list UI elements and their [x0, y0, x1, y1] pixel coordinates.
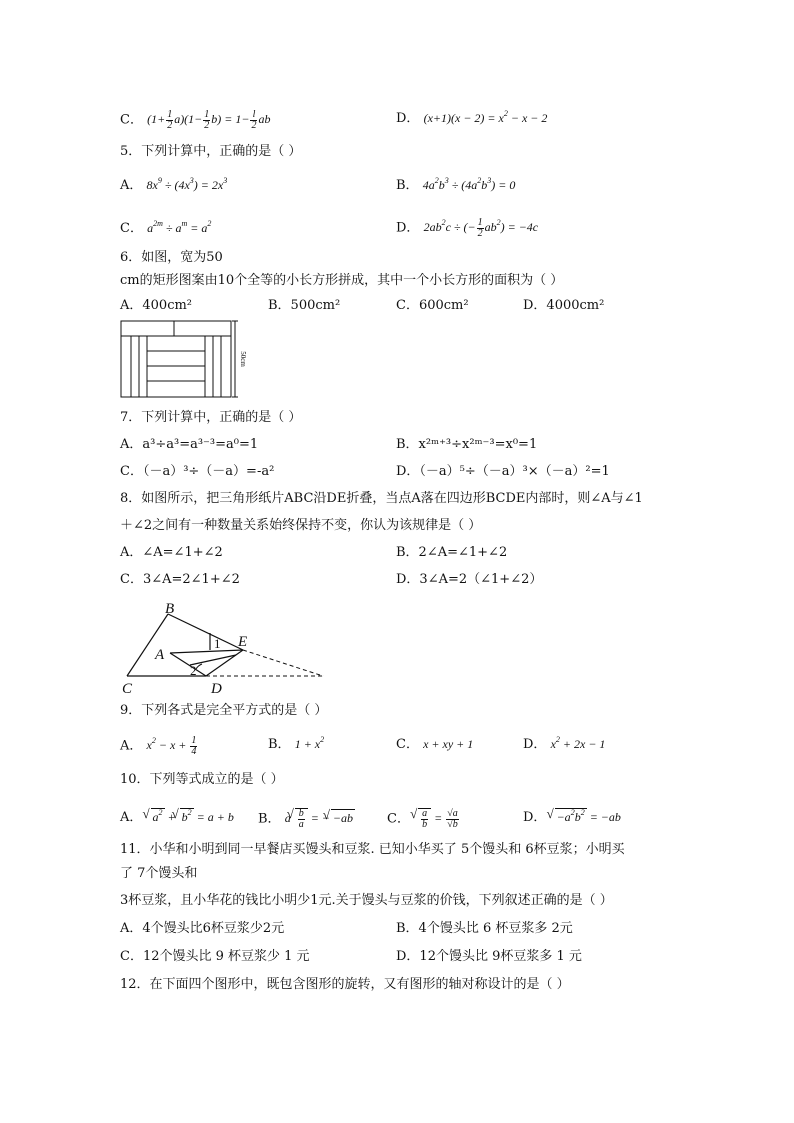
q10-option-b: B． a √ $\frac{b}{a}$ = −√ −ab [258, 808, 355, 830]
q6-option-a: A．400cm² [120, 298, 193, 313]
q5-question: 5．下列计算中，正确的是（ ） [120, 144, 302, 159]
option-label: D． [396, 111, 420, 126]
q6-question-line2: cm的矩形图案由10个全等的小长方形拼成，其中一个小长方形的面积为（ ） [120, 273, 564, 288]
q6-question-line1: 6．如图，宽为50 [120, 250, 223, 265]
q11-question-line2: 了 7个馒头和 [120, 866, 198, 881]
label-b: B [165, 601, 175, 617]
q8-question-line1: 8．如图所示，把三角形纸片ABC沿DE折叠，当点A落在四边形BCDE内部时，则∠A与∠1 [120, 491, 643, 506]
q9-d-formula: $x^2 + 2x - 1$ [550, 735, 606, 751]
q5-option-c: C． $a^{2m} \div a^m = a^2$ [120, 219, 212, 236]
q10-option-c: C． √ $\frac{a}{b}$ = $\frac{√a}{√b}$ [387, 808, 460, 830]
q4-option-c [120, 110, 270, 131]
q11-option-a: A．4个馒头比6杯豆浆少2元 [120, 921, 285, 936]
q4-d-formula: $(x+1)(x - 2) = x^2 - x - 2$ [423, 109, 548, 125]
dashed-ae [243, 650, 323, 676]
q8-option-d: D．3∠A=2（∠1+∠2） [396, 572, 543, 587]
q10-c-formula: √ $\frac{a}{b}$ = $\frac{√a}{√b}$ [414, 811, 460, 825]
label-d: D [211, 681, 222, 697]
fold-ae [170, 650, 243, 653]
q8-option-a: A．∠A=∠1+∠2 [120, 545, 223, 560]
label-angle-2: 2 [190, 663, 197, 678]
q10-a-formula: √ $a^2$ + √ $b^2 = a + b$ [147, 810, 234, 824]
q7-option-d: D．（－a）⁵÷（－a）³×（－a）²=1 [396, 464, 610, 479]
option-label: C． [120, 112, 143, 128]
q9-option-a: A． $x^2 - x$ + $\frac{1}{4}$ [120, 735, 197, 757]
q10-question: 10．下列等式成立的是（ ） [120, 772, 284, 787]
width-label: 50cm [239, 351, 247, 367]
q8-question-line2: ＋∠2之间有一种数量关系始终保持不变，你认为该规律是（ ） [120, 518, 482, 533]
q7-question: 7．下列计算中，正确的是（ ） [120, 410, 302, 425]
q5-option-b: B． $4a^2b^3 \div (4a^2b^3) = 0$ [396, 176, 516, 193]
q9-c-formula: x + xy + 1 [423, 737, 474, 751]
q10-b-formula: a √ $\frac{b}{a}$ = −√ −ab [285, 811, 355, 825]
q10-option-d: D． √ $-a^2b^2 = -ab$ [523, 808, 621, 826]
q12-question: 12．在下面四个图形中，既包含图形的旋转，又有图形的轴对称设计的是（ ） [120, 977, 570, 992]
q5-a-formula: $8x^9 \div (4x^3) = 2x^3$ [146, 176, 228, 192]
q5-b-formula: $4a^2b^3 \div (4a^2b^3) = 0$ [422, 176, 516, 192]
q4-c-formula: (1+ $\frac{1}{2}$ a)(1− $\frac{1}{2}$ b) = 1− $\frac{l}{2}$ ab [147, 109, 271, 131]
q9-option-c: C． x + xy + 1 [396, 737, 474, 752]
q8-triangle-figure [118, 598, 328, 696]
q9-b-formula: $1 + x^2$ [294, 735, 325, 751]
q4-option-d [396, 110, 547, 127]
q9-a-formula: $x^2 - x$ + $\frac{1}{4}$ [146, 735, 197, 757]
q6-option-b: B．500cm² [268, 298, 341, 313]
label-c: C [122, 681, 133, 697]
side-be [168, 614, 243, 650]
q9-option-d: D． $x^2 + 2x - 1$ [523, 735, 606, 752]
label-angle-1: 1 [214, 636, 221, 651]
q10-option-a: A． √ $a^2$ + √ $b^2 = a + b$ [120, 808, 234, 826]
q8-option-b: B．2∠A=∠1+∠2 [396, 545, 508, 560]
q11-option-b: B．4个馒头比 6 杯豆浆多 2元 [396, 921, 573, 936]
q10-d-formula: √ $-a^2b^2 = -ab$ [551, 810, 621, 824]
q6-option-d: D．4000cm² [523, 298, 605, 313]
q7-option-c: C．（－a）³÷（－a）=-a² [120, 464, 275, 479]
fold-de [206, 650, 243, 676]
q11-option-d: D．12个馒头比 9杯豆浆多 1 元 [396, 949, 582, 964]
side-cb [127, 614, 168, 676]
q9-option-b: B． $1 + x^2$ [268, 735, 325, 752]
q5-d-formula: $2ab^2c$ ÷ (− $\frac{1}{2}$ $ab^2) = -4c$ [423, 217, 539, 239]
q6-rectangle-figure [118, 318, 247, 400]
q7-option-a: A．a³÷a³=a³⁻³=a⁰=1 [120, 437, 259, 452]
q5-option-d: D． $2ab^2c$ ÷ (− $\frac{1}{2}$ $ab^2) = -4c$ [396, 217, 539, 239]
q11-option-c: C．12个馒头比 9 杯豆浆少 1 元 [120, 949, 310, 964]
q6-option-c: C．600cm² [396, 298, 469, 313]
label-a: A [155, 647, 165, 663]
q9-question: 9．下列各式是完全平方式的是（ ） [120, 703, 328, 718]
q5-option-a: A． $8x^9 \div (4x^3) = 2x^3$ [120, 176, 228, 193]
q11-question-line1: 11．小华和小明到同一早餐店买馒头和豆浆. 已知小华买了 5个馒头和 6杯豆浆；小明买 [120, 842, 625, 857]
q11-question-line3: 3杯豆浆，且小华花的钱比小明少1元.关于馒头与豆浆的价钱，下列叙述正确的是（ ） [120, 893, 613, 908]
q8-option-c: C．3∠A=2∠1+∠2 [120, 572, 240, 587]
q7-option-b: B．x²ᵐ⁺³÷x²ᵐ⁻³=x⁰=1 [396, 437, 538, 452]
q5-c-formula: $a^{2m} \div a^m = a^2$ [147, 219, 212, 235]
label-e: E [238, 634, 248, 650]
